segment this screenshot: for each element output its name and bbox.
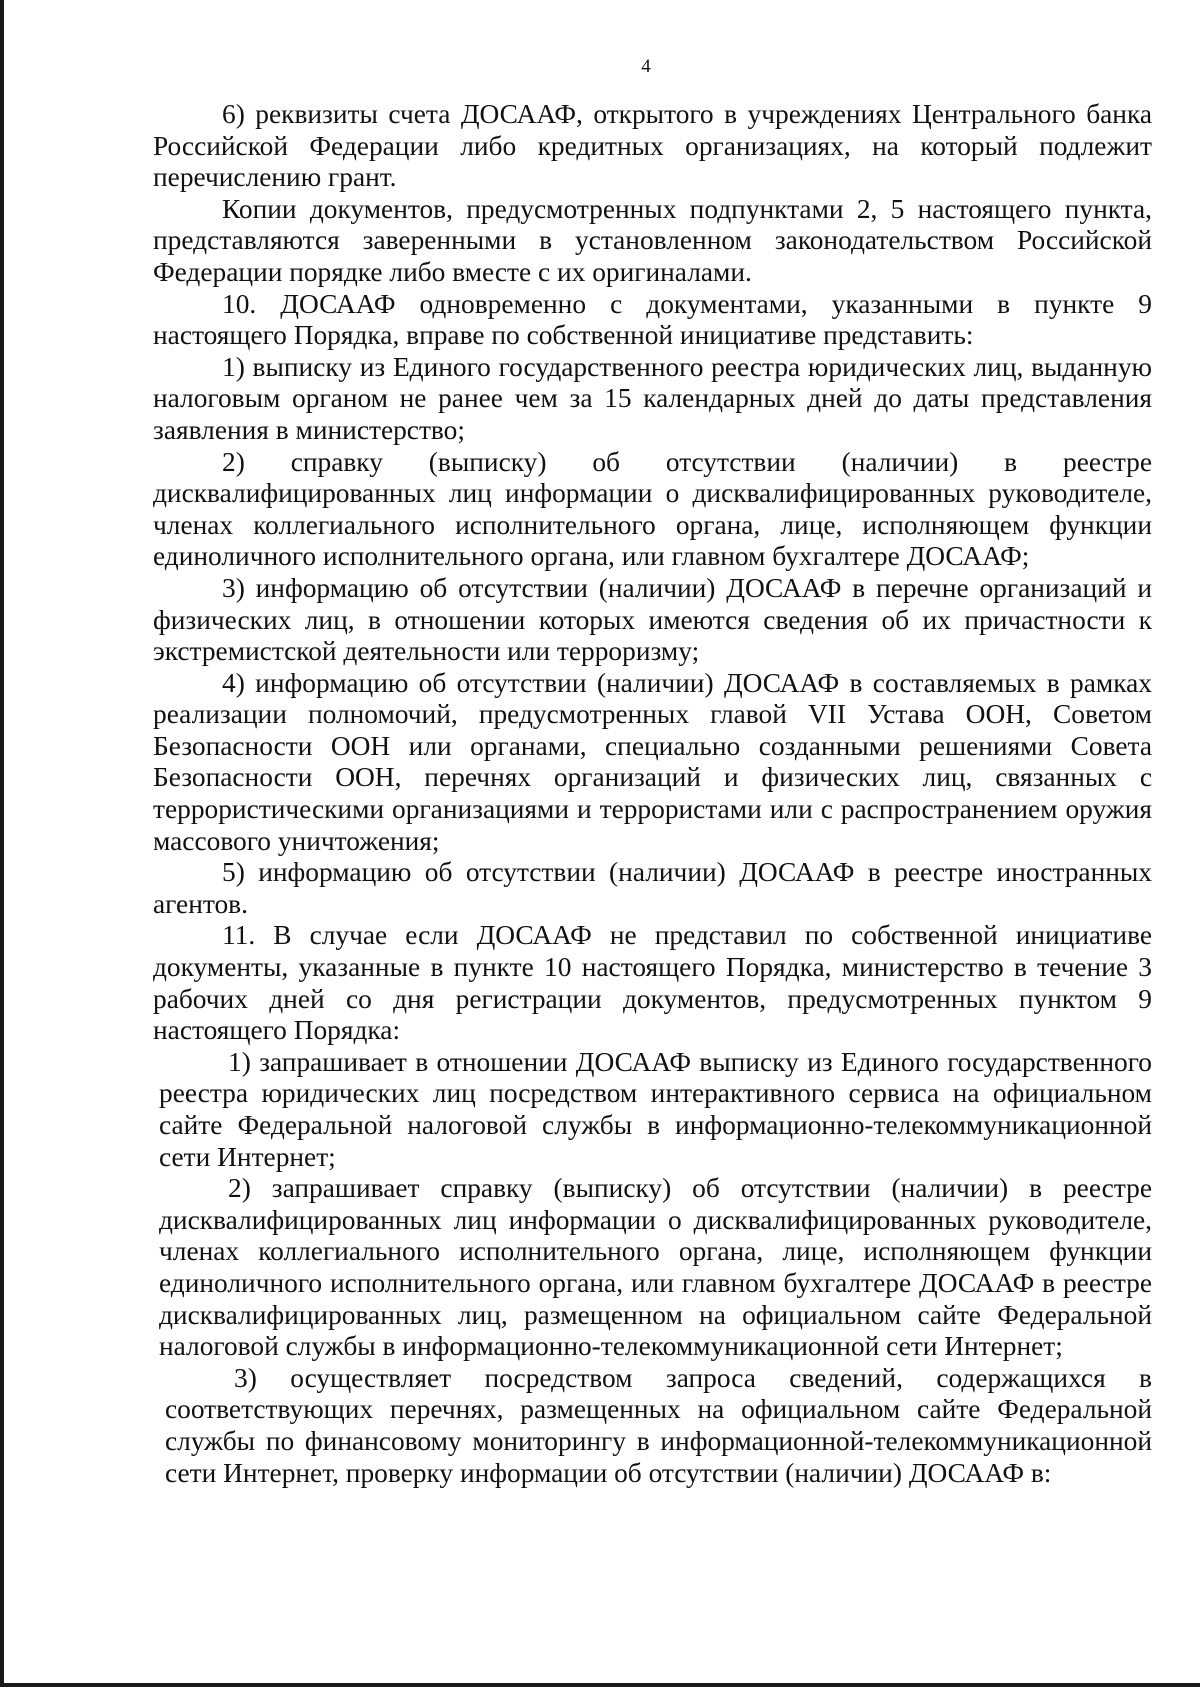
paragraph-10-item-2: 2) справку (выписку) об отсутствии (наличии) в реестре дисквалифицированных лиц информации о дисквалифицированных руководителе, членах коллегиального исполнительного органа, лице, исполняющем функции единоличного исполнительного органа, или главном бухгалтере ДОСААФ; — [153, 446, 1152, 572]
scan-edge-left — [0, 0, 4, 1687]
paragraph-11-item-3: 3) осуществляет посредством запроса сведений, содержащихся в соответствующих перечнях, размещенных на официальном сайте Федеральной службы по финансовому мониторингу в информационной-телекоммуникационной сети Интернет, проверку информации об отсутствии (наличии) ДОСААФ в: — [165, 1362, 1152, 1488]
paragraph-copies-of-documents: Копии документов, предусмотренных подпунктами 2, 5 настоящего пункта, представляются заверенными в установленном законодательством Российской Федерации порядке либо вместе с их оригиналами. — [153, 193, 1152, 287]
page-number: 4 — [641, 56, 651, 77]
paragraph-11: 11. В случае если ДОСААФ не представил по собственной инициативе документы, указанные в пункте 10 настоящего Порядка, министерство в течение 3 рабочих дней со дня регистрации документов, предусмотренных пунктом 9 настоящего Порядка: — [153, 920, 1152, 1046]
paragraph-10-item-1: 1) выписку из Единого государственного реестра юридических лиц, выданную налоговым органом не ранее чем за 15 календарных дней до даты представления заявления в министерство; — [153, 351, 1152, 445]
paragraph-10-item-4: 4) информацию об отсутствии (наличии) ДОСААФ в составляемых в рамках реализации полномочий, предусмотренных главой VII Устава ООН, Советом Безопасности ООН или органами, специально созданными решениями Совета Безопасности ООН, перечнях организаций и физических лиц, связанных с террористическими организациями и террористами или с распространением оружия массового уничтожения; — [153, 667, 1152, 856]
paragraph-10: 10. ДОСААФ одновременно с документами, указанными в пункте 9 настоящего Порядка, вправе по собственной инициативе представить: — [153, 288, 1152, 351]
paragraph-10-item-3: 3) информацию об отсутствии (наличии) ДОСААФ в перечне организаций и физических лиц, в отношении которых имеются сведения об их причастности к экстремистской деятельности или терроризму; — [153, 572, 1152, 667]
paragraph-10-item-5: 5) информацию об отсутствии (наличии) ДОСААФ в реестре иностранных агентов. — [153, 857, 1152, 919]
paragraph-11-item-1: 1) запрашивает в отношении ДОСААФ выписку из Единого государственного реестра юридических лиц посредством интерактивного сервиса на официальном сайте Федеральной налоговой службы в информационно-телекоммуникационной сети Интернет; — [159, 1046, 1152, 1172]
scan-edge-bottom — [0, 1683, 1200, 1687]
document-body — [153, 99, 1152, 1489]
paragraph-11-item-2: 2) запрашивает справку (выписку) об отсутствии (наличии) в реестре дисквалифицированных лиц информации о дисквалифицированных руководителе, членах коллегиального исполнительного органа, лице, исполняющем функции единоличного исполнительного органа, или главном бухгалтере ДОСААФ в реестре дисквалифицированных лиц, размещенном на официальном сайте Федеральной налоговой службы в информационно-телекоммуникационной сети Интернет; — [159, 1173, 1152, 1362]
paragraph-6-bank-details: 6) реквизиты счета ДОСААФ, открытого в учреждениях Центрального банка Российской Федерации либо кредитных организациях, на который подлежит перечислению грант. — [153, 99, 1152, 193]
